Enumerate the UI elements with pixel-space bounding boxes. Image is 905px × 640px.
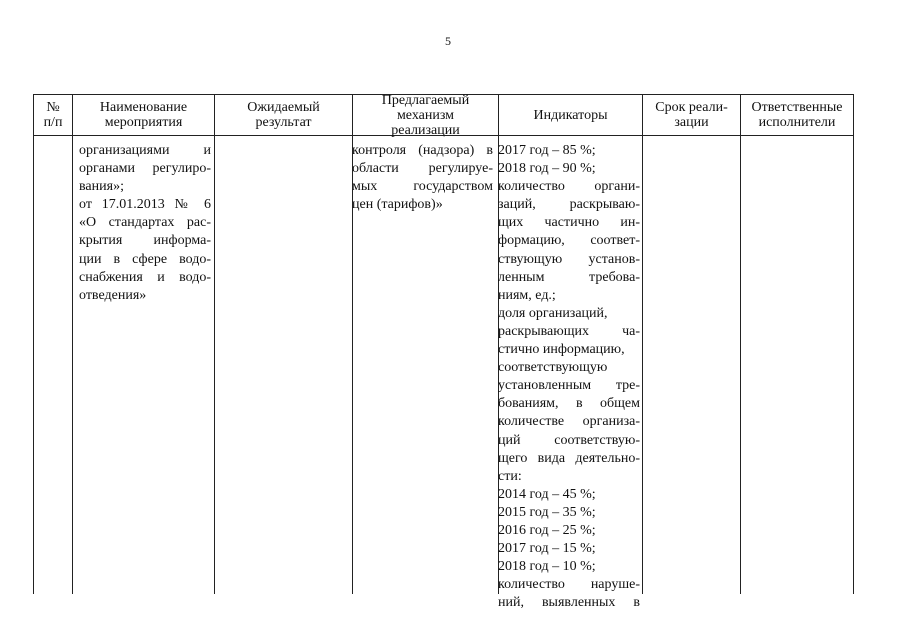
text-line: раскрывающих ча-: [498, 323, 640, 339]
header-number: [33, 94, 72, 136]
header-text: п/п: [43, 115, 63, 130]
text-line: ствующую установ-: [498, 251, 640, 267]
column-separator: [853, 136, 854, 594]
header-text: реализации: [391, 122, 460, 138]
page-number: 5: [445, 34, 451, 48]
text-line: количество наруше-: [498, 577, 640, 593]
header-text: мероприятия: [104, 115, 183, 130]
text-line: соответствующую: [498, 360, 608, 376]
header-text: Ответственные: [751, 100, 843, 115]
header-text: зации: [674, 115, 709, 130]
text-line: 2016 год – 25 %;: [498, 522, 596, 538]
header-name: [72, 94, 214, 136]
text-line: контроля (надзора) в: [352, 143, 493, 158]
text-line: ции в сфере водо-: [79, 251, 211, 267]
text-line: органами регулиро-: [79, 161, 211, 177]
text-line: количество органи-: [498, 179, 640, 195]
text-line: 2017 год – 15 %;: [498, 541, 596, 557]
column-name: [79, 142, 211, 305]
text-line: 2017 год – 85 %;: [498, 143, 596, 158]
header-responsible: [740, 94, 854, 136]
header-result: [214, 94, 352, 136]
column-separator: [33, 136, 34, 594]
header-mechanism: [352, 94, 498, 136]
text-line: 2018 год – 90 %;: [498, 161, 596, 177]
text-line: ниям, ед.;: [498, 287, 556, 303]
column-indicators: [498, 142, 640, 612]
text-line: 2014 год – 45 %;: [498, 486, 596, 502]
header-text: Срок реали-: [655, 100, 728, 115]
text-line: снабжения и водо-: [79, 269, 211, 285]
text-line: 2015 год – 35 %;: [498, 504, 596, 520]
text-line: ний, выявленных в: [498, 595, 640, 611]
column-separator: [642, 136, 643, 594]
text-line: сти:: [498, 468, 522, 484]
text-line: количестве организа-: [498, 414, 640, 430]
text-line: щего вида деятельно-: [498, 450, 640, 466]
header-text: результат: [255, 115, 312, 130]
text-line: области регулируе-: [352, 161, 493, 177]
text-line: крытия информа-: [79, 233, 211, 249]
text-line: 2018 год – 10 %;: [498, 559, 596, 575]
text-line: бованиям, в общем: [498, 396, 640, 412]
header-term: [642, 94, 740, 136]
header-text: Ожидаемый: [247, 100, 320, 115]
column-separator: [214, 136, 215, 594]
text-line: заций, раскрываю-: [498, 197, 640, 213]
text-line: щих частично ин-: [498, 215, 640, 231]
text-line: доля организаций,: [498, 305, 608, 321]
text-line: «О стандартах рас-: [79, 215, 211, 231]
text-line: организациями и: [79, 143, 211, 158]
text-line: стично информацию,: [498, 342, 625, 358]
header-text: исполнители: [758, 115, 836, 130]
text-line: отведения»: [79, 287, 147, 303]
text-line: вания»;: [79, 179, 124, 195]
header-text: №: [46, 100, 60, 115]
text-line: установленным тре-: [498, 378, 640, 394]
column-separator: [740, 136, 741, 594]
header-text: Индикаторы: [533, 107, 608, 123]
text-line: формацию, соответ-: [498, 233, 640, 249]
text-line: ций соответствую-: [498, 432, 640, 448]
header-indicators: [498, 94, 642, 136]
text-line: ленным требова-: [498, 269, 640, 285]
text-line: мых государством: [352, 179, 493, 195]
header-text: Наименование: [99, 100, 188, 115]
header-text: Предлагаемый: [381, 92, 470, 108]
text-line: цен (тарифов)»: [352, 197, 443, 213]
header-text: механизм: [396, 107, 455, 123]
column-separator: [72, 136, 73, 594]
column-mechanism: [352, 142, 493, 214]
text-line: от 17.01.2013 № 6: [79, 197, 211, 213]
